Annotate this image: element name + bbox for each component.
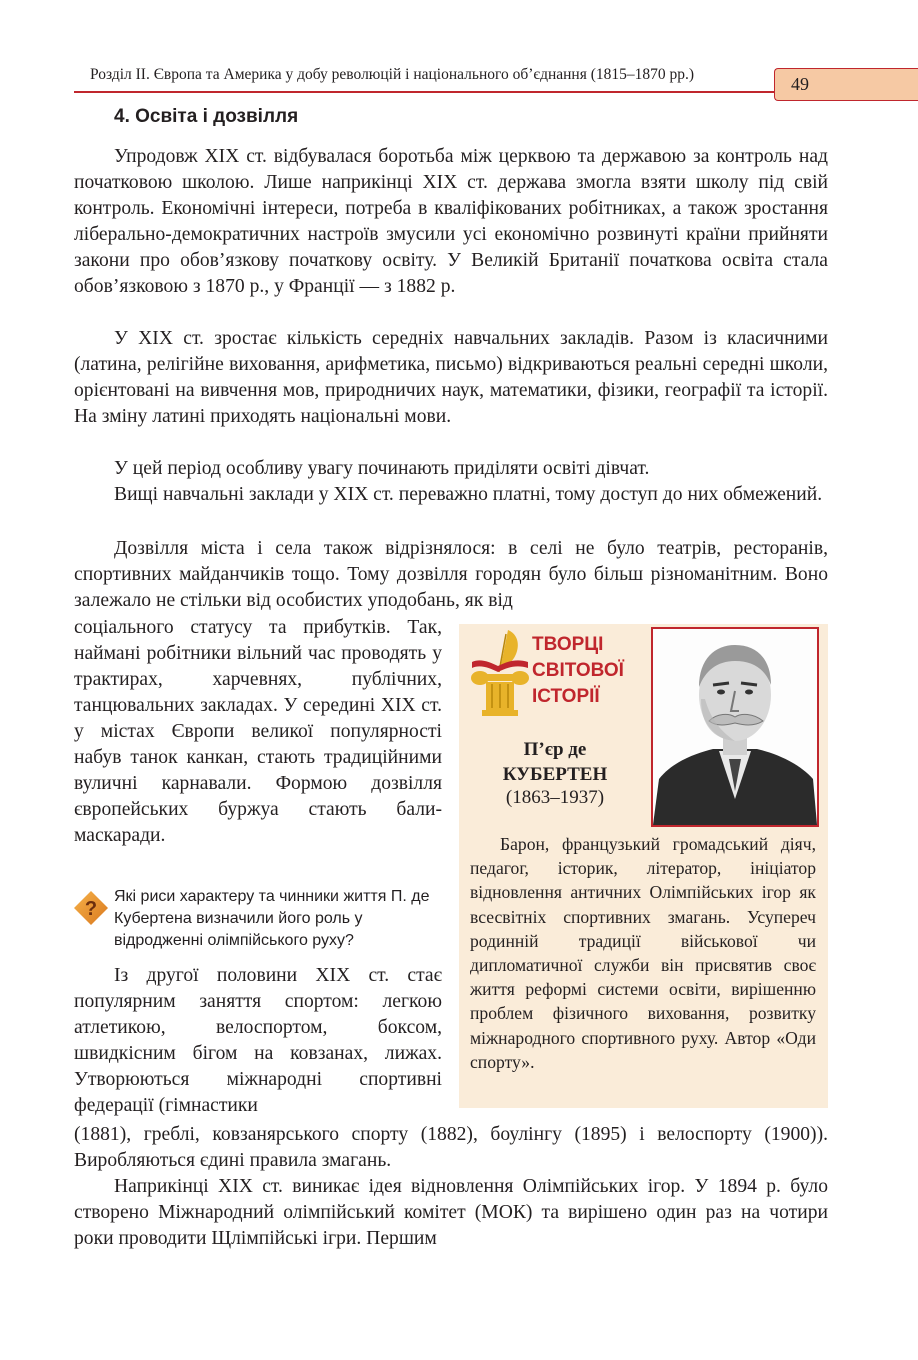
person-name [470, 737, 640, 787]
portrait-photo [651, 627, 819, 827]
person-biography: Барон, французький громадський діяч, педагог, історик, літератор, ініціатор відновлення античних Олімпійських ігор як всесвітніх спортивних змагань. Усупереч родинній традиції військової чи дипломатичної служби він присвятив своє життя реформі системи освіти, вирішенню проблем фізичного виховання, розвитку міжнародного спортивного руху. Автор «Оди спорту». [470, 834, 816, 1072]
person-years: (1863–1937) [505, 787, 605, 808]
paragraph-leisure-continued: соціального статусу та прибутків. Так, наймані робітники вільний час проводять у трактирах, харчевнях, публічних, танцювальних закладах. У середині XIX ст. у містах Європи великої популярності набув танок канкан, стають традиційними вуличні карнавали. Формою дозвілля європейських буржуа стають бали-маскаради. [74, 617, 442, 846]
header-rule [74, 91, 774, 93]
paragraph-olympics: Наприкінці XIX ст. виникає ідея відновлення Олімпійських ігор. У 1894 р. було створено Міжнародний олімпійський комітет (МОК) та вирішено один раз на чотири роки проводити Щлімпійські ігри. Першим [74, 1176, 828, 1249]
page-number-tab [774, 68, 918, 101]
paragraph-sport-continued: (1881), греблі, ковзанярського спорту (1882), боулінгу (1895) і велоспорту (1900)). Виробляються єдині правила змагань. [74, 1124, 828, 1171]
paragraph-primary-education: Упродовж XIX ст. відбувалася боротьба між церквою та державою за контроль над початковою школою. Лише наприкінці XIX ст. держава змогла взяти школу під свій контроль. Економічні інтереси, потреба в кваліфікованих робітниках, а також зростання ліберально-демократичних настроїв змусили усі економічно розвинуті країни прийняти закони про обов’язкову початкову освіту. У Великій Британії початкова освіта стала обов’язковою з 1870 р., у Франції — з 1882 р. [74, 146, 828, 297]
svg-text:?: ? [84, 898, 98, 920]
portrait-illustration [653, 629, 817, 825]
sidebar-heading [532, 632, 624, 710]
person-name-first: П’єр де [523, 739, 587, 760]
paragraph-sport: Із другої половини XIX ст. стає популярним заняття спортом: легкою атлетикою, велоспортом, боксом, швидкісним бігом на ковзанах, лижах. Утворюються міжнародні спортивні федерації (гімнастики [74, 965, 442, 1116]
review-question: Які риси характеру та чинники життя П. де Кубертена визначили його роль у відродженні олімпійського руху? [114, 888, 430, 949]
paragraph-higher-education: Вищі навчальні заклади у XIX ст. переважно платні, тому доступ до них обмежений. [114, 484, 823, 505]
question-diamond-icon [73, 890, 109, 926]
paragraph-leisure: Дозвілля міста і села також відрізнялося: в селі не було театрів, ресторанів, спортивних майданчиків тощо. Тому дозвілля городян було більш різноманітним. Воно залежало не стільки від особистих уподобань, як від [74, 538, 828, 611]
page-number: 49 [791, 74, 809, 94]
section-title: 4. Освіта і дозвілля [114, 106, 299, 127]
sidebar-heading-line: СВІТОВОЇ [532, 660, 624, 681]
sidebar-heading-line: ТВОРЦІ [532, 634, 604, 655]
person-name-last: КУБЕРТЕН [502, 764, 608, 785]
ionic-column-quill-icon [466, 628, 536, 718]
sidebar-heading-line: ІСТОРІЇ [532, 686, 600, 707]
paragraph-girls-education: У цей період особливу увагу починають приділяти освіті дівчат. [114, 458, 650, 479]
paragraph-secondary-schools: У XIX ст. зростає кількість середніх навчальних закладів. Разом із класичними (латина, релігійне виховання, арифметика, письмо) відкриваються реальні середні школи, орієнтовані на вивчення мов, природничих наук, математики, фізики, географії та історії. На зміну латині приходять національні мови. [74, 328, 828, 427]
running-header: Розділ ІІ. Європа та Америка у добу революцій і національного об’єднання (1815–1870 рр.) [90, 66, 695, 83]
